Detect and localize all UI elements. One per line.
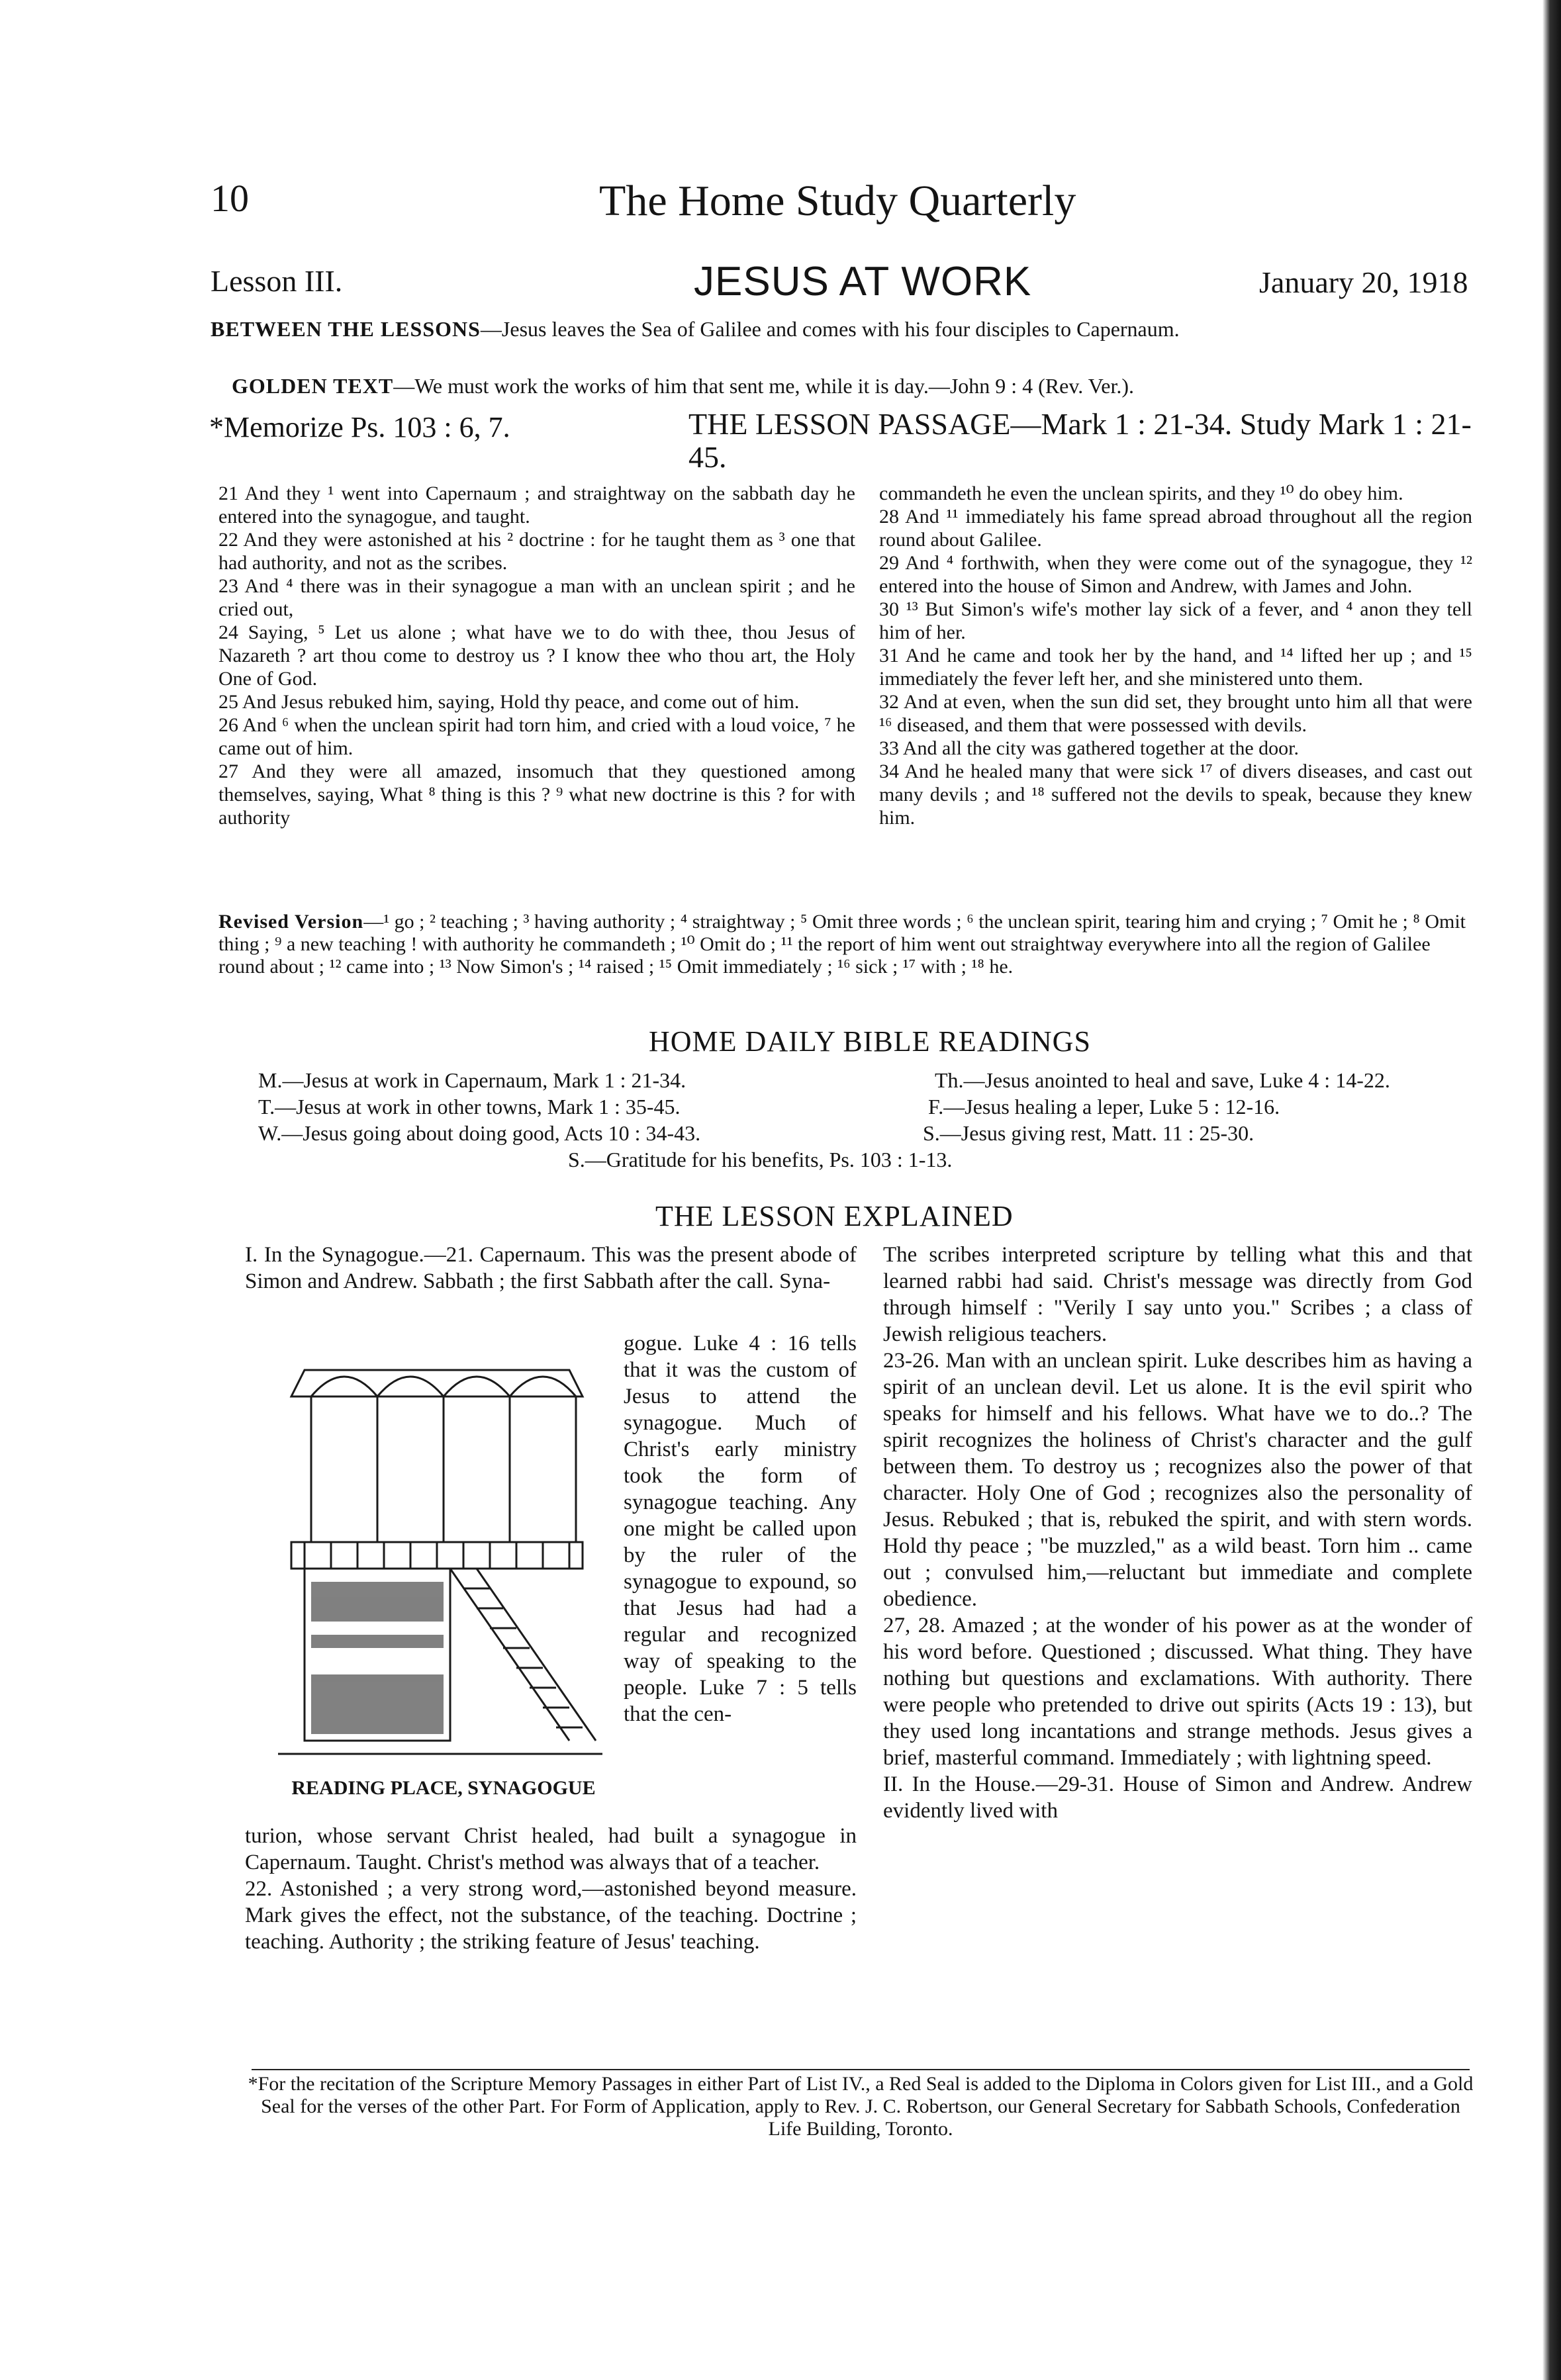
verse: 21 And they ¹ went into Capernaum ; and straightway on the sabbath day he entered into the synagogue, and taught. <box>218 482 855 527</box>
golden-text <box>232 372 1476 400</box>
reading-item: Th.—Jesus anointed to heal and save, Luke 4 : 14-22. <box>935 1068 1390 1092</box>
explained-paragraph: gogue. Luke 4 : 16 tells that it was the custom of Jesus to attend the synagogue. Much of Christ's early ministry took the form of synagogue teaching. Any one might be called upon by the ruler of the synagogue to expound, so that Jesus had had a regular and recognized way of speaking to the people. Luke 7 : 5 tells that the cen- <box>624 1332 857 1726</box>
footnote: *For the recitation of the Scripture Memory Passages in either Part of List IV., a Red Seal is added to the Diploma in Colors given for List III., and a Gold Seal for the verses of the other Part. For Form of Application, apply to Rev. J. C. Robertson, our General Secretary for Sabbath Schools, Confederation Life Building, Toronto. <box>248 2073 1474 2140</box>
scan-edge <box>1542 0 1561 2380</box>
explained-paragraph: The scribes interpreted scripture by telling what this and that learned rabbi had said. Christ's message was directly from God through himself : "Verily I say unto you." Scribes ; a class of Jewish religious teachers. 23-26. Man with an unclean spirit. Luke describes him as having a spirit of an unclean devil. Let us alone. It is the evil spirit who speaks for himself and his fellows. What have we to do..? The spirit recognizes the holiness of Christ's character and the gulf between them. To destroy us ; recognizes also the power of that character. Holy One of God ; recognizes also the personality of Jesus. Rebuked ; that is, rebuked the spirit, and with stern words. Hold thy peace ; "be muzzled," as a wild beast. Torn him .. came out ; convulsed him,—reluctant but immediate and complete obedience. 27, 28. Amazed ; at the wonder of his power as at the wonder of his word before. Questioned ; discussed. What thing. They have nothing but questions and exclamations. With authority. There were people who pretended to drive out spirits (Acts 19 : 13), but they used long incantations and strange methods. Jesus gives a brief, masterful command. Immediately ; with lightning speed. II. In the House.—29-31. House of Simon and Andrew. Andrew evidently lived with <box>883 1243 1472 1823</box>
revised-label: Revised Version <box>218 911 364 933</box>
revised-text: —¹ go ; ² teaching ; ³ having authority ; ⁴ straightway ; ⁵ Omit three words ; ⁶ the unclean spirit, tearing him and crying ; ⁷ Omit he ; ⁸ Omit thing ; ⁹ a new teaching ! with authority he commandeth ; ¹⁰ Omit do ; ¹¹ the report of him went out straightway everywhere into all the region of Galilee round about ; ¹² came into ; ¹³ Now Simon's ; ¹⁴ raised ; ¹⁵ Omit immediately ; ¹⁶ sick ; ¹⁷ with ; ¹⁸ he. <box>218 911 1466 978</box>
explained-left-top <box>245 1242 857 1295</box>
verse: 32 And at even, when the sun did set, they brought unto him all that were ¹⁶ diseased, and them that were possessed with devils. <box>879 691 1472 736</box>
running-title: The Home Study Quarterly <box>599 177 1076 225</box>
verse: 23 And ⁴ there was in their synagogue a man with an unclean spirit ; and he cried out, <box>218 575 855 620</box>
lesson-title: JESUS AT WORK <box>694 259 1032 304</box>
synagogue-reading-place-illustration <box>265 1344 609 1767</box>
explained-left-bottom <box>245 1823 857 1955</box>
explained-title: THE LESSON EXPLAINED <box>655 1200 1014 1232</box>
golden-text-body: —We must work the works of him that sent me, while it is day.—John 9 : 4 (Rev. Ver.). <box>393 374 1135 398</box>
verse: commandeth he even the unclean spirits, and they ¹⁰ do obey him. <box>879 482 1403 504</box>
between-text: —Jesus leaves the Sea of Galilee and comes with his four disciples to Capernaum. <box>480 317 1180 341</box>
footnote-divider <box>252 2069 1470 2070</box>
reading-item: F.—Jesus healing a leper, Luke 5 : 12-16. <box>928 1095 1280 1119</box>
lesson-number: Lesson III. <box>211 264 343 298</box>
passage-left-column <box>218 482 855 829</box>
verse: 26 And ⁶ when the unclean spirit had torn him, and cried with a loud voice, ⁷ he came out of him. <box>218 714 855 759</box>
verse: 31 And he came and took her by the hand, and ¹⁴ lifted her up ; and ¹⁵ immediately the fever left her, and she ministered unto them. <box>879 645 1472 690</box>
lesson-date: January 20, 1918 <box>1259 265 1468 299</box>
between-label: BETWEEN THE LESSONS <box>211 317 481 341</box>
verse: 24 Saying, ⁵ Let us alone ; what have we to do with thee, thou Jesus of Nazareth ? art thou come to destroy us ? I know thee who thou art, the Holy One of God. <box>218 621 855 690</box>
verse: 25 And Jesus rebuked him, saying, Hold thy peace, and come out of him. <box>218 691 800 713</box>
explained-paragraph: I. In the Synagogue.—21. Capernaum. This was the present abode of Simon and Andrew. Sabbath ; the first Sabbath after the call. Syna- <box>245 1243 857 1293</box>
explained-right-column <box>883 1242 1472 1824</box>
passage-right-column <box>879 482 1472 829</box>
readings-title: HOME DAILY BIBLE READINGS <box>649 1025 1091 1058</box>
reading-item: S.—Gratitude for his benefits, Ps. 103 : 1-13. <box>568 1148 953 1171</box>
reading-item: S.—Jesus giving rest, Matt. 11 : 25-30. <box>923 1121 1254 1145</box>
between-the-lessons <box>211 314 1468 344</box>
revised-version-notes <box>218 911 1476 978</box>
explained-left-side <box>624 1330 857 1727</box>
verse: 28 And ¹¹ immediately his fame spread abroad throughout all the region round about Galilee. <box>879 506 1472 551</box>
verse: 30 ¹³ But Simon's wife's mother lay sick of a fever, and ⁴ anon they tell him of her. <box>879 598 1472 643</box>
verse: 22 And they were astonished at his ² doctrine : for he taught them as ³ one that had authority, and not as the scribes. <box>218 529 855 574</box>
verse: 27 And they were all amazed, insomuch that they questioned among themselves, saying, What ⁸ thing is this ? ⁹ what new doctrine is this ? for with authority <box>218 760 855 829</box>
page-number: 10 <box>211 177 249 220</box>
verse: 33 And all the city was gathered together at the door. <box>879 737 1299 759</box>
passage-title: THE LESSON PASSAGE—Mark 1 : 21-34. Study Mark 1 : 21-45. <box>688 407 1472 474</box>
verse: 29 And ⁴ forthwith, when they were come out of the synagogue, they ¹² entered into the house of Simon and Andrew, with James and John. <box>879 552 1472 597</box>
verse: 34 And he healed many that were sick ¹⁷ of divers diseases, and cast out many devils ; and ¹⁸ suffered not the devils to speak, because they knew him. <box>879 760 1472 829</box>
reading-item: M.—Jesus at work in Capernaum, Mark 1 : 21-34. <box>258 1068 686 1092</box>
reading-item: W.—Jesus going about doing good, Acts 10 : 34-43. <box>258 1121 701 1145</box>
reading-item: T.—Jesus at work in other towns, Mark 1 : 35-45. <box>258 1095 681 1119</box>
memorize-note: *Memorize Ps. 103 : 6, 7. <box>209 411 510 443</box>
golden-label: GOLDEN TEXT <box>232 374 394 398</box>
illustration-caption: READING PLACE, SYNAGOGUE <box>291 1777 596 1799</box>
explained-paragraph: turion, whose servant Christ healed, had built a synagogue in Capernaum. Taught. Christ's method was always that of a teacher. 22. Astonished ; a very strong word,—astonished beyond measure. Mark gives the effect, not the substance, of the teaching. Doctrine ; teaching. Authority ; the striking feature of Jesus' teaching. <box>245 1824 857 1954</box>
